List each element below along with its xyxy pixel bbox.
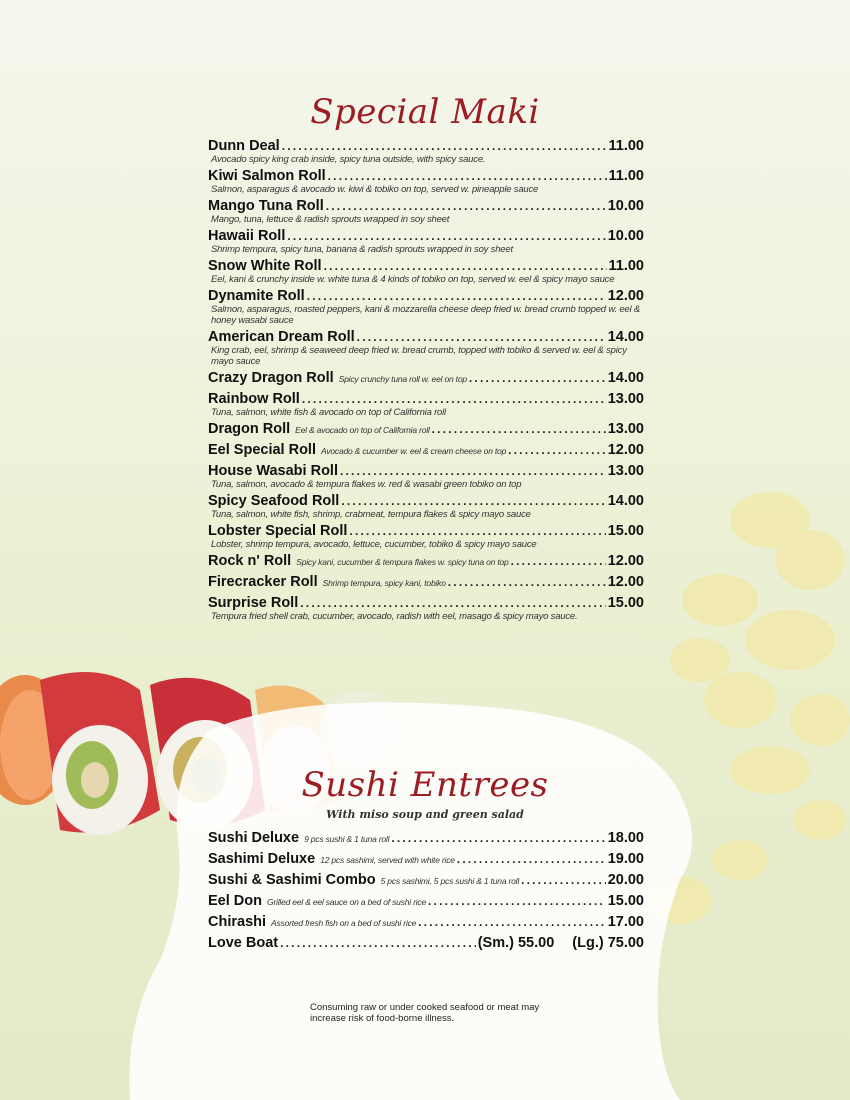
item-price: 13.00 bbox=[607, 421, 644, 437]
leader-dots bbox=[432, 422, 606, 436]
leader-dots bbox=[302, 392, 606, 406]
leader-dots bbox=[508, 443, 606, 457]
item-inline-description: Grilled eel & eel sauce on a bed of sushi rice bbox=[266, 897, 426, 907]
item-price: 15.00 bbox=[607, 595, 644, 611]
leader-dots bbox=[391, 831, 605, 845]
item-description: Shrimp tempura, spicy tuna, banana & radish sprouts wrapped in soy sheet bbox=[211, 244, 513, 255]
item-price: 10.00 bbox=[607, 228, 644, 244]
leader-dots bbox=[521, 873, 606, 887]
leader-dots bbox=[324, 259, 607, 273]
item-name: Dynamite Roll bbox=[208, 288, 305, 304]
item-price: 15.00 bbox=[607, 523, 644, 539]
item-price: 17.00 bbox=[607, 914, 644, 930]
menu-item bbox=[208, 463, 644, 490]
menu-item bbox=[208, 851, 644, 872]
menu-item bbox=[208, 493, 644, 520]
item-price: 13.00 bbox=[607, 391, 644, 407]
item-name: Dunn Deal bbox=[208, 138, 280, 154]
item-price: 12.00 bbox=[607, 574, 644, 590]
leader-dots bbox=[300, 596, 605, 610]
item-name: Rainbow Roll bbox=[208, 391, 300, 407]
item-inline-description: Spicy kani, cucumber & tempura flakes w. spicy tuna on top bbox=[296, 557, 509, 567]
item-description: Mango, tuna, lettuce & radish sprouts wrapped in soy sheet bbox=[211, 214, 450, 225]
item-inline-description: 12 pcs sashimi, served with white rice bbox=[320, 855, 455, 865]
item-name: Snow White Roll bbox=[208, 258, 322, 274]
item-description: Eel, kani & crunchy inside w. white tuna & 4 kinds of tobiko on top, served w. eel & spicy mayo sauce bbox=[211, 274, 615, 285]
leader-dots bbox=[326, 199, 606, 213]
leader-dots bbox=[328, 169, 607, 183]
item-inline-description: Shrimp tempura, spicy kani, tobiko bbox=[322, 578, 446, 588]
leader-dots bbox=[457, 852, 606, 866]
item-inline-description: 5 pcs sashimi, 5 pcs sushi & 1 tuna roll bbox=[380, 876, 520, 886]
item-inline-description: Spicy crunchy tuna roll w. eel on top bbox=[338, 374, 467, 384]
leader-dots bbox=[307, 289, 606, 303]
item-price: 12.00 bbox=[607, 553, 644, 569]
item-price: 12.00 bbox=[607, 442, 644, 458]
item-description: Tempura fried shell crab, cucumber, avocado, radish with eel, masago & spicy mayo sauce. bbox=[211, 611, 578, 622]
sushi-entrees-title: Sushi Entrees bbox=[301, 765, 549, 805]
item-name: Chirashi bbox=[208, 914, 267, 930]
item-description: Salmon, asparagus & avocado w. kiwi & tobiko on top, served w. pineapple sauce bbox=[211, 184, 539, 195]
menu-item bbox=[208, 830, 644, 851]
item-name: Lobster Special Roll bbox=[208, 523, 348, 539]
menu-item bbox=[208, 198, 644, 225]
item-name: Eel Don bbox=[208, 893, 262, 909]
item-name: Hawaii Roll bbox=[208, 228, 286, 244]
item-price: 14.00 bbox=[607, 493, 644, 509]
item-price: 13.00 bbox=[607, 463, 644, 479]
menu-item bbox=[208, 168, 644, 195]
item-name: Crazy Dragon Roll bbox=[208, 370, 334, 386]
menu-item bbox=[208, 523, 644, 550]
menu-item bbox=[208, 574, 644, 593]
menu-item bbox=[208, 442, 644, 461]
food-safety-notice: Consuming raw or under cooked seafood or meat may increase risk of food-borne illness. bbox=[310, 1002, 540, 1024]
item-price: 11.00 bbox=[608, 138, 644, 154]
leader-dots bbox=[448, 575, 606, 589]
menu-item bbox=[208, 370, 644, 389]
item-description: King crab, eel, shrimp & seaweed deep fried w. bread crumb, topped with tobiko & served w. eel & spicy mayo sauce bbox=[211, 345, 627, 367]
item-price: 12.00 bbox=[607, 288, 644, 304]
item-name: Kiwi Salmon Roll bbox=[208, 168, 326, 184]
menu-item bbox=[208, 329, 644, 367]
item-name: Dragon Roll bbox=[208, 421, 291, 437]
menu-item bbox=[208, 553, 644, 572]
item-price: 14.00 bbox=[607, 370, 644, 386]
special-maki-title: Special Maki bbox=[310, 92, 540, 132]
item-price: 10.00 bbox=[607, 198, 644, 214]
menu-item bbox=[208, 138, 644, 165]
leader-dots bbox=[341, 494, 605, 508]
item-name: American Dream Roll bbox=[208, 329, 355, 345]
item-inline-description: Assorted fresh fish on a bed of sushi rice bbox=[271, 918, 417, 928]
leader-dots bbox=[511, 554, 606, 568]
leader-dots bbox=[428, 894, 606, 908]
leader-dots bbox=[357, 330, 606, 344]
item-price: 18.00 bbox=[607, 830, 644, 846]
item-name: Rock n' Roll bbox=[208, 553, 292, 569]
item-name: Mango Tuna Roll bbox=[208, 198, 324, 214]
item-name: Sashimi Deluxe bbox=[208, 851, 316, 867]
item-name: Sushi & Sashimi Combo bbox=[208, 872, 376, 888]
menu-item bbox=[208, 228, 644, 255]
menu-item bbox=[208, 258, 644, 285]
item-description: Salmon, asparagus, roasted peppers, kani & mozzarella cheese deep fried w. bread crumb topped w. eel & honey wasabi sauce bbox=[211, 304, 640, 326]
item-description: Lobster, shrimp tempura, avocado, lettuce, cucumber, tobiko & spicy mayo sauce bbox=[211, 539, 537, 550]
menu-item-love-boat bbox=[208, 935, 644, 956]
menu-item bbox=[208, 914, 644, 935]
leader-dots bbox=[469, 371, 606, 385]
sushi-entrees-list bbox=[208, 830, 644, 956]
leader-dots bbox=[287, 229, 605, 243]
sushi-entrees-subtitle: With miso soup and green salad bbox=[326, 808, 524, 821]
item-description: Tuna, salmon, white fish, shrimp, crabmeat, tempura flakes & spicy mayo sauce bbox=[211, 509, 531, 520]
item-description: Tuna, salmon, white fish & avocado on top of California roll bbox=[211, 407, 446, 418]
leader-dots bbox=[340, 464, 606, 478]
leader-dots bbox=[280, 936, 476, 950]
menu-item bbox=[208, 421, 644, 440]
item-inline-description: Eel & avocado on top of California roll bbox=[295, 425, 430, 435]
menu-item bbox=[208, 391, 644, 418]
item-price: 14.00 bbox=[607, 329, 644, 345]
menu-item bbox=[208, 595, 644, 622]
menu-item bbox=[208, 893, 644, 914]
item-name: Spicy Seafood Roll bbox=[208, 493, 340, 509]
item-name: Sushi Deluxe bbox=[208, 830, 300, 846]
item-price: 11.00 bbox=[608, 168, 644, 184]
item-name: Eel Special Roll bbox=[208, 442, 316, 458]
item-name: House Wasabi Roll bbox=[208, 463, 338, 479]
item-name: Firecracker Roll bbox=[208, 574, 318, 590]
leader-dots bbox=[418, 915, 606, 929]
item-inline-description: 9 pcs sushi & 1 tuna roll bbox=[304, 834, 390, 844]
leader-dots bbox=[282, 139, 607, 153]
item-price: 19.00 bbox=[607, 851, 644, 867]
item-name: Love Boat bbox=[208, 935, 279, 951]
item-price: 15.00 bbox=[607, 893, 644, 909]
item-price-large: (Lg.) 75.00 bbox=[572, 935, 644, 951]
special-maki-list bbox=[208, 138, 644, 622]
item-price-small: (Sm.) 55.00 bbox=[477, 935, 555, 951]
item-price: 20.00 bbox=[607, 872, 644, 888]
leader-dots bbox=[349, 524, 605, 538]
item-price: 11.00 bbox=[608, 258, 644, 274]
item-name: Surprise Roll bbox=[208, 595, 299, 611]
menu-item bbox=[208, 872, 644, 893]
item-inline-description: Avocado & cucumber w. eel & cream cheese on top bbox=[321, 446, 507, 456]
menu-item bbox=[208, 288, 644, 326]
item-description: Avocado spicy king crab inside, spicy tuna outside, with spicy sauce. bbox=[211, 154, 486, 165]
item-description: Tuna, salmon, avocado & tempura flakes w. red & wasabi green tobiko on top bbox=[211, 479, 522, 490]
